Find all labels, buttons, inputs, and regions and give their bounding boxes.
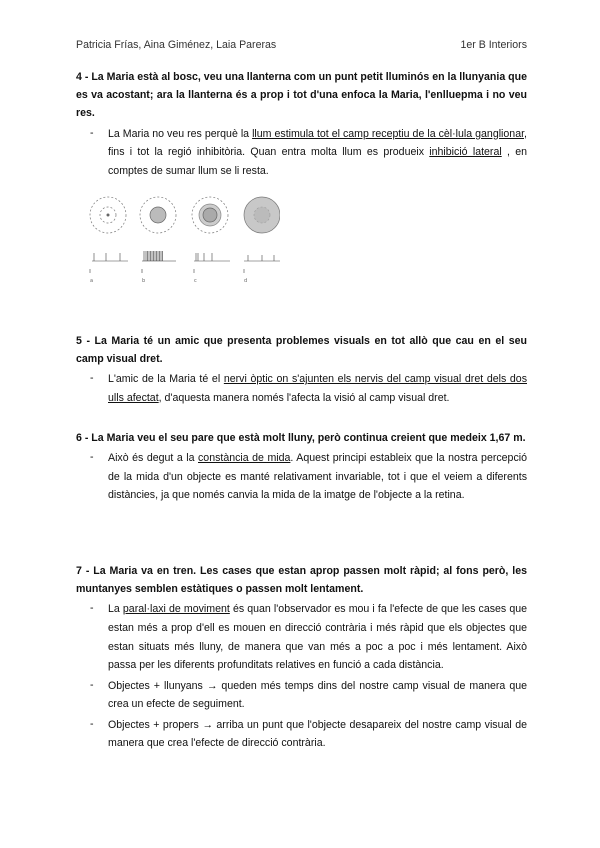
spike-train-d bbox=[244, 255, 280, 273]
header-authors: Patricia Frías, Aina Giménez, Laia Pareras bbox=[76, 39, 277, 51]
text-run: La bbox=[108, 603, 123, 616]
receptive-field-c bbox=[192, 197, 228, 233]
text-run: Objectes + propers → arriba un punt que l'objecte desapareix del nostre camp visual de manera que crea l'efecte de direcció contrària. bbox=[108, 718, 527, 750]
text-run: Això és degut a la bbox=[108, 452, 198, 465]
bullet-dash: - bbox=[90, 602, 94, 615]
answer-5-bullet bbox=[76, 370, 527, 407]
text-run: , d'aquesta manera només l'afecta la visió al camp visual dret. bbox=[158, 391, 450, 404]
text-run: , fins i tot la regió inhibitòria. Quan entra molta llum es produeix bbox=[108, 127, 527, 159]
receptive-field-a bbox=[90, 197, 126, 233]
receptive-field-d bbox=[244, 197, 280, 233]
question-7: 7 - La Maria va en tren. Les cases que estan aprop passen molt ràpid; al fons però, les muntanyes semblen estàtiques o passen molt lentament. bbox=[76, 565, 527, 596]
receptive-field-figure bbox=[84, 193, 280, 285]
question-6: 6 - La Maria veu el seu pare que està molt lluny, però continua creient que medeix 1,67 m. bbox=[76, 432, 526, 444]
underlined-term: inhibició lateral bbox=[429, 146, 502, 159]
text-run: , en comptes de sumar llum se li resta. bbox=[108, 146, 527, 177]
question-6-section bbox=[76, 429, 527, 505]
underlined-term: llum estimula tot el camp receptiu de la cèl·lula ganglionar bbox=[252, 127, 525, 140]
answer-6-bullet bbox=[76, 449, 527, 505]
underlined-term: paral·laxi de moviment bbox=[122, 603, 230, 616]
figure-label-b: b bbox=[142, 278, 146, 284]
text-run: Objectes + llunyans → queden més temps dins del nostre camp visual de manera que crea un efecte de seguiment. bbox=[108, 679, 527, 711]
answer-6-text bbox=[108, 449, 527, 505]
answer-7-bullet-1 bbox=[76, 600, 527, 674]
question-5: 5 - La Maria té un amic que presenta problemes visuals en tot allò que cau en el seu camp visual dret. bbox=[76, 335, 527, 366]
answer-4-bullet bbox=[76, 125, 527, 181]
spike-train-a bbox=[90, 253, 128, 273]
answer-4-text bbox=[108, 125, 527, 181]
question-5-section bbox=[76, 332, 527, 408]
question-4-section bbox=[76, 68, 527, 180]
figure-label-d: d bbox=[244, 278, 248, 284]
spike-train-c bbox=[194, 253, 230, 273]
text-run: és quan l'observador es mou i fa l'efecte de que les cases que estan més a prop d'ell es mouen en direcció contrària i més ràpid que els objectes que estan situats més lluny, de manera que van més a poc a poc i més lentament. Això passa per les diferents profunditats relatives en funció a cada distància. bbox=[108, 603, 528, 672]
bullet-dash: - bbox=[90, 678, 94, 691]
answer-7-text-3 bbox=[108, 716, 527, 753]
text-run: La Maria no veu res perquè la bbox=[108, 127, 253, 140]
receptive-field-b bbox=[140, 197, 176, 233]
text-run: . Aquest principi estableix que la nostra percepció de la mida d'un objecte es manté relativament invariable, tot i que el veiem a diferents distàncies, ja que només canvia la mida de la imatge de l'objecte a la retina. bbox=[108, 452, 527, 502]
answer-7-text-1 bbox=[108, 600, 527, 674]
answer-7-bullet-3 bbox=[76, 716, 527, 753]
page-header bbox=[76, 37, 527, 54]
text-run: L'amic de la Maria té el bbox=[108, 373, 224, 386]
underlined-term: constància de mida bbox=[198, 452, 291, 465]
figure-label-a: a bbox=[90, 278, 94, 284]
header-course: 1er B Interiors bbox=[460, 39, 527, 51]
question-4: 4 - La Maria està al bosc, veu una llanterna com un punt petit lluminós en la llunyania que es va acostant; ara la llanterna és a prop i tot d'una enfoca la Maria, l'enllueрma i no veu res. bbox=[76, 71, 527, 120]
underlined-term: nervi òptic on s'ajunten els nervis del camp visual dret dels dos ulls afectat bbox=[108, 373, 527, 404]
answer-7-text-2 bbox=[108, 677, 527, 714]
figure-label-c: c bbox=[194, 278, 197, 284]
question-7-section bbox=[76, 562, 527, 753]
bullet-dash: - bbox=[90, 451, 94, 464]
bullet-dash: - bbox=[90, 126, 94, 139]
answer-7-bullet-2 bbox=[76, 677, 527, 714]
spike-train-b bbox=[142, 251, 176, 273]
bullet-dash: - bbox=[90, 717, 94, 730]
bullet-dash: - bbox=[90, 372, 94, 385]
answer-5-text bbox=[108, 370, 527, 407]
